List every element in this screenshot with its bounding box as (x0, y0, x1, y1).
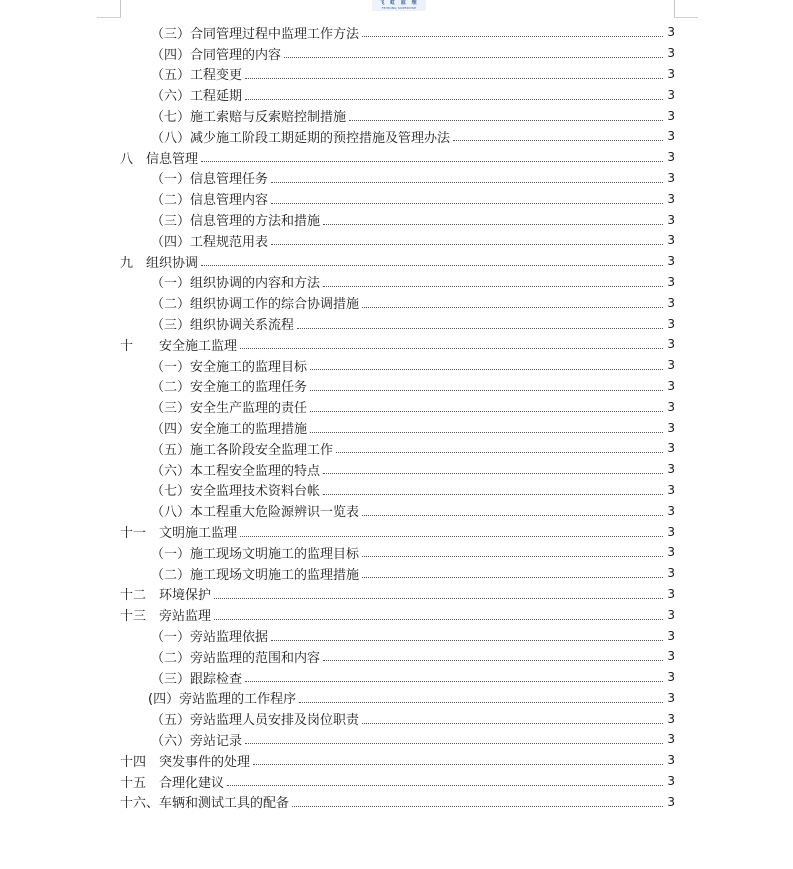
toc-page-number: 3 (667, 295, 675, 310)
toc-dot-leader (362, 722, 663, 724)
toc-entry[interactable] (120, 147, 675, 168)
toc-dot-leader (214, 597, 663, 599)
toc-entry-title: （三）跟踪检查 (151, 671, 243, 687)
toc-entry-title: （七）施工索赔与反索赔控制措施 (151, 110, 347, 126)
toc-page-number: 3 (667, 586, 675, 601)
toc-entry[interactable] (120, 64, 675, 85)
toc-entry-title: （四）工程规范用表 (151, 234, 269, 250)
toc-page-number: 3 (667, 274, 675, 289)
toc-entry[interactable] (120, 313, 675, 334)
toc-entry[interactable] (120, 480, 675, 501)
toc-dot-leader (323, 472, 663, 474)
toc-dot-leader (292, 805, 663, 807)
toc-dot-leader (362, 306, 663, 308)
toc-entry[interactable] (120, 126, 675, 147)
toc-entry[interactable] (120, 168, 675, 189)
toc-dot-leader (310, 389, 663, 391)
toc-entry[interactable] (120, 272, 675, 293)
toc-entry-title: （五）旁站监理人员安排及岗位职责 (151, 713, 360, 729)
toc-entry-title: （五）施工各阶段安全监理工作 (151, 442, 334, 458)
toc-page-number: 3 (667, 399, 675, 414)
toc-dot-leader (323, 493, 663, 495)
toc-page-number: 3 (667, 794, 675, 809)
table-of-contents (120, 22, 675, 812)
toc-page-number: 3 (667, 254, 675, 269)
toc-page-number: 3 (667, 503, 675, 518)
toc-page-number: 3 (667, 46, 675, 61)
toc-dot-leader (201, 160, 663, 162)
toc-page-number: 3 (667, 316, 675, 331)
toc-entry-title: （三）合同管理过程中监理工作方法 (151, 26, 360, 42)
toc-dot-leader (310, 431, 663, 433)
toc-entry-title: （一）施工现场文明施工的监理目标 (151, 546, 360, 562)
toc-entry-title: 八 信息管理 (120, 151, 199, 167)
toc-entry-title: 十四 突发事件的处理 (120, 754, 251, 770)
toc-entry-title: （一）安全施工的监理目标 (151, 359, 308, 375)
toc-dot-leader (453, 139, 663, 141)
toc-page-number: 3 (667, 462, 675, 477)
toc-dot-leader (336, 451, 663, 453)
toc-entry[interactable] (120, 355, 675, 376)
toc-page-number: 3 (667, 358, 675, 373)
logo-cn-text: 飞 虹 监 理 (379, 0, 419, 6)
toc-entry[interactable] (120, 438, 675, 459)
toc-page-number: 3 (667, 524, 675, 539)
toc-entry-title: 十 安全施工监理 (120, 338, 238, 354)
toc-entry-title: 十六、车辆和测试工具的配备 (120, 796, 290, 812)
toc-page-number: 3 (667, 545, 675, 560)
toc-entry-title: （一）信息管理任务 (151, 172, 269, 188)
toc-page-number: 3 (667, 378, 675, 393)
toc-dot-leader (271, 202, 663, 204)
toc-entry-title: 十五 合理化建议 (120, 775, 225, 791)
toc-dot-leader (323, 659, 663, 661)
toc-entry-title: （三）信息管理的方法和措施 (151, 214, 321, 230)
toc-dot-leader (362, 514, 663, 516)
toc-dot-leader (214, 618, 663, 620)
toc-entry[interactable] (120, 396, 675, 417)
toc-entry[interactable] (120, 251, 675, 272)
toc-entry[interactable] (120, 542, 675, 563)
toc-page-number: 3 (667, 129, 675, 144)
toc-dot-leader (323, 285, 663, 287)
toc-entry-title: （三）组织协调关系流程 (151, 318, 295, 334)
toc-entry-title: 九 组织协调 (120, 255, 199, 271)
toc-dot-leader (253, 763, 663, 765)
toc-entry-title: 十二 环境保护 (120, 588, 212, 604)
toc-entry-title: （二）施工现场文明施工的监理措施 (151, 567, 360, 583)
toc-dot-leader (245, 77, 663, 79)
toc-entry[interactable] (120, 334, 675, 355)
toc-entry[interactable] (120, 625, 675, 646)
toc-entry[interactable] (120, 84, 675, 105)
header-rule-right (674, 17, 698, 18)
toc-entry-title: （四）合同管理的内容 (151, 47, 282, 63)
toc-entry[interactable] (120, 105, 675, 126)
toc-page-number: 3 (667, 25, 675, 40)
toc-entry[interactable] (120, 188, 675, 209)
toc-dot-leader (201, 264, 663, 266)
toc-page-number: 3 (667, 482, 675, 497)
company-logo (372, 0, 426, 11)
toc-entry[interactable] (120, 230, 675, 251)
toc-entry-title: （二）组织协调工作的综合协调措施 (151, 297, 360, 313)
toc-entry-title: （六）旁站记录 (151, 733, 243, 749)
toc-dot-leader (245, 98, 663, 100)
toc-page-number: 3 (667, 233, 675, 248)
toc-page-number: 3 (667, 420, 675, 435)
toc-entry-title: （一）组织协调的内容和方法 (151, 276, 321, 292)
toc-entry-title: （八）本工程重大危险源辨识一览表 (151, 505, 360, 521)
toc-entry[interactable] (120, 729, 675, 750)
toc-page-number: 3 (667, 690, 675, 705)
toc-page-number: 3 (667, 649, 675, 664)
toc-dot-leader (284, 56, 663, 58)
toc-page-number: 3 (667, 711, 675, 726)
toc-entry[interactable] (120, 646, 675, 667)
toc-dot-leader (310, 410, 663, 412)
toc-page-number: 3 (667, 566, 675, 581)
toc-entry-title: (四）旁站监理的工作程序 (148, 692, 297, 708)
toc-entry[interactable] (120, 667, 675, 688)
toc-entry[interactable] (120, 604, 675, 625)
toc-entry[interactable] (120, 584, 675, 605)
toc-entry[interactable] (120, 771, 675, 792)
toc-entry[interactable] (120, 708, 675, 729)
toc-page-number: 3 (667, 732, 675, 747)
toc-page-number: 3 (667, 774, 675, 789)
toc-dot-leader (271, 639, 663, 641)
toc-dot-leader (362, 576, 663, 578)
toc-page-number: 3 (667, 670, 675, 685)
header-rule-left (97, 17, 121, 18)
toc-entry-title: （六）本工程安全监理的特点 (151, 463, 321, 479)
toc-entry[interactable] (120, 500, 675, 521)
toc-page-number: 3 (667, 607, 675, 622)
toc-entry-title: （一）旁站监理依据 (151, 630, 269, 645)
toc-dot-leader (271, 181, 663, 183)
toc-entry[interactable] (120, 688, 675, 709)
toc-entry-title: 十三 旁站监理 (120, 609, 212, 625)
toc-page-number: 3 (667, 150, 675, 165)
toc-page-number: 3 (667, 108, 675, 123)
toc-entry[interactable] (120, 22, 675, 43)
toc-entry[interactable] (120, 209, 675, 230)
toc-entry[interactable] (120, 417, 675, 438)
toc-dot-leader (310, 368, 663, 370)
toc-page-number: 3 (667, 212, 675, 227)
toc-dot-leader (349, 119, 663, 121)
toc-entry-title: （六）工程延期 (151, 89, 243, 105)
toc-entry[interactable] (120, 521, 675, 542)
toc-entry-title: （二）信息管理内容 (151, 193, 269, 209)
toc-entry-title: （七）安全监理技术资料台帐 (151, 484, 321, 500)
logo-en-text: FEIHONG SUPERVISE (381, 6, 417, 10)
toc-dot-leader (227, 784, 663, 786)
toc-dot-leader (362, 35, 663, 37)
toc-entry[interactable] (120, 43, 675, 64)
toc-entry-title: （二）旁站监理的范围和内容 (151, 650, 321, 666)
toc-dot-leader (240, 535, 663, 537)
toc-entry-title: （八）减少施工阶段工期延期的预控措施及管理办法 (151, 130, 451, 146)
toc-entry[interactable] (120, 292, 675, 313)
toc-page-number: 3 (667, 753, 675, 768)
toc-dot-leader (245, 680, 663, 682)
toc-dot-leader (245, 742, 663, 744)
toc-entry-title: （二）安全施工的监理任务 (151, 380, 308, 396)
toc-page-number: 3 (667, 170, 675, 185)
toc-entry-title: （三）安全生产监理的责任 (151, 401, 308, 417)
toc-dot-leader (297, 327, 663, 329)
toc-entry[interactable] (120, 563, 675, 584)
toc-dot-leader (240, 347, 663, 349)
toc-entry-title: （四）安全施工的监理措施 (151, 422, 308, 438)
toc-entry[interactable] (120, 459, 675, 480)
toc-entry[interactable] (120, 791, 675, 812)
toc-dot-leader (299, 701, 663, 703)
toc-dot-leader (362, 555, 663, 557)
toc-entry-title: 十一 文明施工监理 (120, 526, 238, 542)
toc-dot-leader (271, 243, 663, 245)
toc-page-number: 3 (667, 441, 675, 456)
toc-entry-title: （五）工程变更 (151, 68, 243, 84)
toc-page-number: 3 (667, 87, 675, 102)
toc-page-number: 3 (667, 191, 675, 206)
toc-entry[interactable] (120, 376, 675, 397)
toc-entry[interactable] (120, 750, 675, 771)
toc-page-number: 3 (667, 628, 675, 643)
toc-dot-leader (323, 223, 663, 225)
toc-page-number: 3 (667, 337, 675, 352)
toc-page-number: 3 (667, 66, 675, 81)
